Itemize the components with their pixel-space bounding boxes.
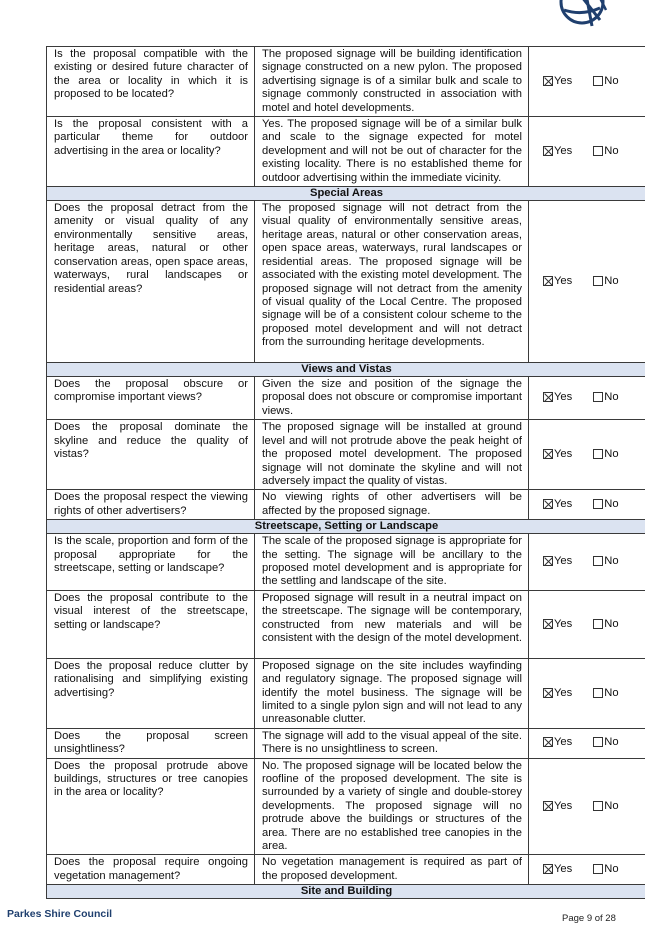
question-cell: Does the proposal detract from the amenity or visual quality of any environmentally sensitive areas, heritage areas, natural or other conservation areas, open space areas, waterways, rural landscapes or residential areas? (47, 201, 255, 363)
answer-cell: No vegetation management is required as part of the proposed development. (255, 855, 529, 885)
answer-cell: The scale of the proposed signage is appropriate for the setting. The signage will be ancillary to the proposed motel development and is appropriate for the settling and landscape of the site. (255, 534, 529, 591)
yes-label: Yes (554, 686, 573, 699)
yes-option[interactable] (543, 275, 572, 288)
yes-label: Yes (554, 391, 573, 404)
table-row (47, 855, 645, 885)
no-checkbox[interactable] (593, 392, 603, 402)
section-header-row (47, 363, 645, 377)
no-label: No (604, 391, 619, 404)
no-label: No (604, 863, 619, 876)
yes-label: Yes (554, 736, 573, 749)
section-title: Streetscape, Setting or Landscape (47, 520, 645, 534)
no-label: No (604, 448, 619, 461)
no-checkbox[interactable] (593, 801, 603, 811)
yes-checkbox[interactable] (543, 499, 553, 509)
yes-no-cell (529, 377, 645, 420)
no-option[interactable] (593, 145, 618, 158)
yes-label: Yes (554, 498, 573, 511)
question-cell: Does the proposal respect the viewing rights of other advertisers? (47, 490, 255, 520)
question-cell: Does the proposal contribute to the visual interest of the streetscape, setting or landscape? (47, 590, 255, 658)
page-number: Page 9 of 28 (562, 913, 616, 924)
section-header-row (47, 187, 645, 201)
answer-cell: Yes. The proposed signage will be of a similar bulk and scale to the signage expected for motel development and will not be out of character for the existing locality. There is no established theme for outdoor advertising within the immediate vicinity. (255, 117, 529, 187)
yes-checkbox[interactable] (543, 146, 553, 156)
yes-checkbox[interactable] (543, 619, 553, 629)
answer-cell: Given the size and position of the signage the proposal does not obscure or compromise important views. (255, 377, 529, 420)
table-row (47, 201, 645, 363)
council-name: Parkes Shire Council (7, 908, 113, 920)
no-option[interactable] (593, 391, 618, 404)
no-checkbox[interactable] (593, 499, 603, 509)
no-label: No (604, 799, 619, 812)
yes-no-cell (529, 201, 645, 363)
yes-no-cell (529, 420, 645, 490)
no-checkbox[interactable] (593, 864, 603, 874)
yes-checkbox[interactable] (543, 688, 553, 698)
table-row (47, 377, 645, 420)
yes-checkbox[interactable] (543, 864, 553, 874)
question-cell: Is the proposal consistent with a particular theme for outdoor advertising in the area or locality? (47, 117, 255, 187)
no-option[interactable] (593, 448, 618, 461)
yes-option[interactable] (543, 75, 572, 88)
yes-label: Yes (554, 74, 573, 87)
question-cell: Does the proposal protrude above buildings, structures or tree canopies in the area or locality? (47, 758, 255, 855)
no-option[interactable] (593, 736, 618, 749)
yes-option[interactable] (543, 687, 572, 700)
question-cell: Does the proposal require ongoing vegetation management? (47, 855, 255, 885)
yes-label: Yes (554, 863, 573, 876)
no-option[interactable] (593, 618, 618, 631)
no-checkbox[interactable] (593, 76, 603, 86)
no-option[interactable] (593, 687, 618, 700)
yes-label: Yes (554, 555, 573, 568)
yes-option[interactable] (543, 555, 572, 568)
yes-no-cell (529, 47, 645, 117)
answer-cell: Proposed signage will result in a neutral impact on the streetscape. The signage will be contemporary, constructed from new materials and will be consistent with the design of the motel development. (255, 590, 529, 658)
yes-checkbox[interactable] (543, 276, 553, 286)
table-row (47, 758, 645, 855)
yes-label: Yes (554, 274, 573, 287)
answer-cell: No. The proposed signage will be located below the roofline of the proposed development. The site is surrounded by a variety of single and double-storey developments. The proposed signage will no protrude above the buildings or structures of the area. There are no established tree canopies in the area. (255, 758, 529, 855)
yes-option[interactable] (543, 863, 572, 876)
table-row (47, 534, 645, 591)
question-cell: Does the proposal reduce clutter by rationalising and simplifying existing advertising? (47, 658, 255, 728)
table-row (47, 490, 645, 520)
answer-cell: Proposed signage on the site includes wayfinding and regulatory signage. The proposed signage will identify the motel business. The signage will be limited to a single pylon sign and will not lead to any unreasonable clutter. (255, 658, 529, 728)
no-label: No (604, 617, 619, 630)
no-option[interactable] (593, 800, 618, 813)
yes-option[interactable] (543, 391, 572, 404)
no-label: No (604, 686, 619, 699)
no-checkbox[interactable] (593, 276, 603, 286)
no-label: No (604, 144, 619, 157)
no-option[interactable] (593, 498, 618, 511)
question-cell: Does the proposal dominate the skyline and reduce the quality of vistas? (47, 420, 255, 490)
assessment-table (46, 46, 645, 899)
yes-no-cell (529, 117, 645, 187)
question-cell: Does the proposal screen unsightliness? (47, 728, 255, 758)
section-title: Site and Building (47, 885, 645, 899)
yes-checkbox[interactable] (543, 449, 553, 459)
no-label: No (604, 74, 619, 87)
yes-checkbox[interactable] (543, 737, 553, 747)
section-header-row (47, 520, 645, 534)
no-option[interactable] (593, 75, 618, 88)
yes-no-cell (529, 855, 645, 885)
yes-option[interactable] (543, 498, 572, 511)
yes-label: Yes (554, 799, 573, 812)
table-row (47, 728, 645, 758)
table-row (47, 47, 645, 117)
yes-checkbox[interactable] (543, 76, 553, 86)
yes-no-cell (529, 590, 645, 658)
no-checkbox[interactable] (593, 556, 603, 566)
answer-cell: The proposed signage will be building identification signage constructed on a new pylon. The proposed advertising signage is of a similar bulk and scale to signage commonly constructed in association with motel and hotel developments. (255, 47, 529, 117)
yes-no-cell (529, 658, 645, 728)
question-cell: Is the scale, proportion and form of the proposal appropriate for the streetscape, setting or landscape? (47, 534, 255, 591)
yes-option[interactable] (543, 800, 572, 813)
yes-option[interactable] (543, 736, 572, 749)
table-row (47, 590, 645, 658)
answer-cell: The proposed signage will not detract from the visual quality of environmentally sensitive areas, heritage areas, natural or other conservation areas, open space areas, waterways, rural landscapes or residential areas. The proposed signage will be associated with the existing motel development. The proposed signage will not detract from the amenity of visual quality of the Local Centre. The proposed signage will be of a consistent colour scheme to the proposed motel development and will not detract from the surrounding heritage developments. (255, 201, 529, 363)
no-label: No (604, 498, 619, 511)
yes-no-cell (529, 490, 645, 520)
no-checkbox[interactable] (593, 688, 603, 698)
yes-option[interactable] (543, 618, 572, 631)
question-cell: Does the proposal obscure or compromise important views? (47, 377, 255, 420)
yes-no-cell (529, 758, 645, 855)
yes-label: Yes (554, 144, 573, 157)
no-label: No (604, 555, 619, 568)
yes-checkbox[interactable] (543, 556, 553, 566)
yes-no-cell (529, 728, 645, 758)
answer-cell: No viewing rights of other advertisers will be affected by the proposed signage. (255, 490, 529, 520)
yes-option[interactable] (543, 145, 572, 158)
answer-cell: The signage will add to the visual appeal of the site. There is no unsightliness to screen. (255, 728, 529, 758)
yes-checkbox[interactable] (543, 392, 553, 402)
council-logo-icon (556, 0, 616, 38)
section-title: Special Areas (47, 187, 645, 201)
no-checkbox[interactable] (593, 737, 603, 747)
table-row (47, 420, 645, 490)
table-row (47, 658, 645, 728)
yes-checkbox[interactable] (543, 801, 553, 811)
no-option[interactable] (593, 863, 618, 876)
yes-label: Yes (554, 617, 573, 630)
no-label: No (604, 736, 619, 749)
section-header-row (47, 885, 645, 899)
yes-no-cell (529, 534, 645, 591)
no-checkbox[interactable] (593, 146, 603, 156)
no-checkbox[interactable] (593, 619, 603, 629)
question-cell: Is the proposal compatible with the existing or desired future character of the area or locality in which it is proposed to be located? (47, 47, 255, 117)
yes-option[interactable] (543, 448, 572, 461)
no-checkbox[interactable] (593, 449, 603, 459)
no-option[interactable] (593, 275, 618, 288)
no-option[interactable] (593, 555, 618, 568)
no-label: No (604, 274, 619, 287)
section-title: Views and Vistas (47, 363, 645, 377)
yes-label: Yes (554, 448, 573, 461)
table-row (47, 117, 645, 187)
answer-cell: The proposed signage will be installed at ground level and will not protrude above the peak height of the proposed motel development. The proposed signage will not dominate the skyline and will not adversely impact the quality of vistas. (255, 420, 529, 490)
